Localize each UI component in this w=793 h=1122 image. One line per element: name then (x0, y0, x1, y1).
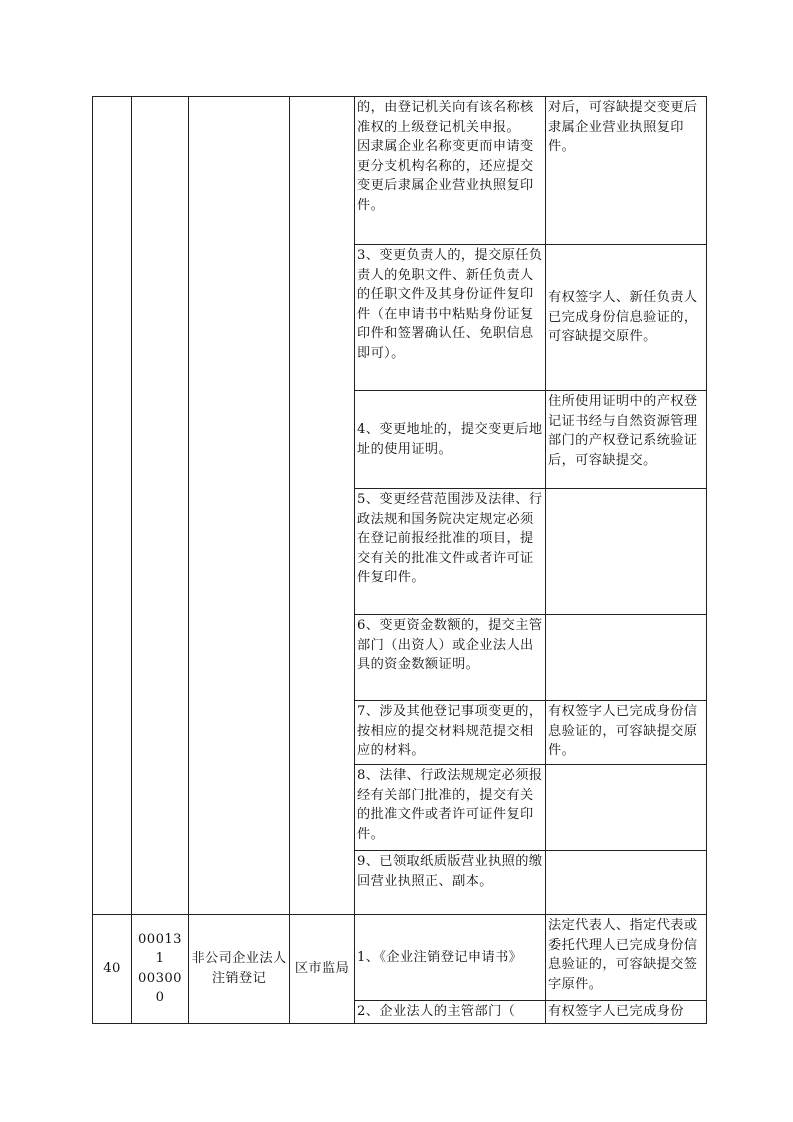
index-cell (93, 97, 132, 915)
material-cell: 2、企业法人的主管部门（ (355, 1001, 546, 1024)
note-cell: 有权签字人已完成身份 (546, 1001, 707, 1024)
note-cell: 法定代表人、指定代表或委托代理人已完成身份信息验证的，可容缺提交签字原件。 (546, 915, 707, 1001)
item-number: 40 (93, 915, 132, 1024)
note-cell: 有权签字人、新任负责人已完成身份信息验证的，可容缺提交原件。 (546, 245, 707, 391)
material-text-extra: 因隶属企业名称变更而申请变更分支机构名称的，还应提交变更后隶属企业营业执照复印件。 (357, 139, 534, 213)
item-code-line1: 000131 (138, 931, 182, 967)
service-table (92, 96, 707, 1024)
material-text: 的，由登记机关向有该名称核准权的上级登记机关申报。 (357, 100, 534, 135)
item-department: 区市监局 (290, 915, 355, 1024)
note-cell: 住所使用证明中的产权登记证书经与自然资源管理部门的产权登记系统验证后，可容缺提交。 (546, 391, 707, 489)
material-cell: 8、法律、行政法规规定必须报经有关部门批准的，提交有关的批准文件或者许可证件复印件。 (355, 765, 546, 851)
code-cell (132, 97, 189, 915)
table-row (93, 97, 707, 245)
item-name-cell (189, 97, 290, 915)
item-code-line2: 003000 (138, 970, 182, 1006)
note-cell (546, 615, 707, 701)
material-cell: 4、变更地址的，提交变更后地址的使用证明。 (355, 391, 546, 489)
note-cell: 有权签字人已完成身份信息验证的，可容缺提交原件。 (546, 701, 707, 765)
material-cell: 6、变更资金数额的，提交主管部门（出资人）或企业法人出具的资金数额证明。 (355, 615, 546, 701)
material-cell: 7、涉及其他登记事项变更的，按相应的提交材料规范提交相应的材料。 (355, 701, 546, 765)
table-row (93, 915, 707, 1001)
material-cell: 9、已领取纸质版营业执照的缴回营业执照正、副本。 (355, 851, 546, 915)
material-cell: 5、变更经营范围涉及法律、行政法规和国务院决定规定必须在登记前报经批准的项目，提交有关的批准文件或者许可证件复印件。 (355, 489, 546, 615)
material-cell (355, 97, 546, 245)
item-name: 非公司企业法人注销登记 (189, 915, 290, 1024)
note-cell (546, 765, 707, 851)
note-cell (546, 851, 707, 915)
note-cell: 对后，可容缺提交变更后隶属企业营业执照复印件。 (546, 97, 707, 245)
note-cell (546, 489, 707, 615)
item-code (132, 915, 189, 1024)
material-cell: 1、《企业注销登记申请书》 (355, 915, 546, 1001)
department-cell (290, 97, 355, 915)
material-cell: 3、变更负责人的，提交原任负责人的免职文件、新任负责人的任职文件及其身份证件复印件（在申请书中粘贴身份证复印件和签署确认任、免职信息即可）。 (355, 245, 546, 391)
